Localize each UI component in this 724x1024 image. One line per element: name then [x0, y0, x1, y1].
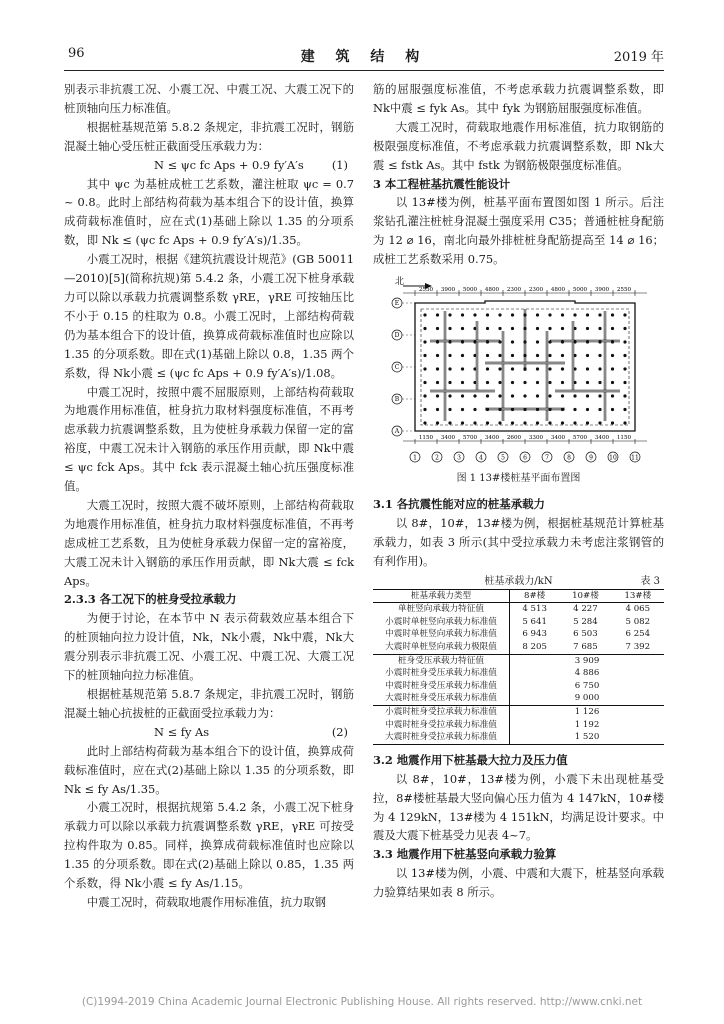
pile: [611, 354, 614, 357]
pile: [536, 367, 539, 370]
pile: [523, 327, 526, 330]
pile: [423, 394, 426, 397]
pile: [436, 381, 439, 384]
pile: [536, 421, 539, 424]
pile: [486, 367, 489, 370]
pile: [473, 408, 476, 411]
dimension-label: 5000: [462, 287, 478, 294]
section-heading-3: 3 本工程桩基抗震性能设计: [373, 176, 511, 191]
pile: [511, 408, 514, 411]
pile: [423, 354, 426, 357]
pile: [548, 340, 551, 343]
pile: [573, 327, 576, 330]
pile: [436, 327, 439, 330]
table-row-label: 小震时单桩竖向承载力标准值: [373, 616, 510, 629]
pile: [586, 421, 589, 424]
pile: [448, 340, 451, 343]
pile-layout-figure: [385, 271, 655, 471]
pile: [498, 327, 501, 330]
table-row-label: 中震时桩身受拉承载力标准值: [373, 719, 510, 732]
header-rule: [64, 70, 664, 71]
pile: [586, 354, 589, 357]
pile: [498, 421, 501, 424]
pile: [611, 421, 614, 424]
publication-year: 2019 年: [613, 50, 664, 65]
pile: [561, 381, 564, 384]
pile: [623, 381, 626, 384]
pile: [523, 340, 526, 343]
pile: [511, 354, 514, 357]
pile: [511, 327, 514, 330]
table-cell: 1 520: [574, 732, 600, 743]
table-row: [373, 641, 664, 654]
table-cell: 4 065: [625, 604, 651, 615]
paragraph: 其中 ψc 为基桩成桩工艺系数，灌注桩取 ψc = 0.7 ~ 0.8。此时上部结构荷载为基本组合下的设计值，换算成荷载标准值时，应在式(1)基础上除以 1.35 的分项系数，即 Nk ≤ (ψc fc Aps + 0.9 fy′A′s)/1.35。: [64, 176, 354, 248]
pile: [498, 381, 501, 384]
pile: [523, 394, 526, 397]
pile: [436, 354, 439, 357]
pile: [586, 340, 589, 343]
table-row-label: 大震时桩身受拉承载力标准值: [373, 731, 510, 744]
dimension-label: 2550: [418, 287, 434, 294]
pile: [498, 408, 501, 411]
pile: [461, 421, 464, 424]
pile: [498, 367, 501, 370]
pile: [448, 394, 451, 397]
pile: [598, 408, 601, 411]
paragraph: 以 13#楼为例，小震、中震和大震下，桩基竖向承载力验算结果如表 8 所示。: [373, 866, 664, 900]
table-cell: 8 205: [522, 642, 547, 653]
axis-label: 3: [457, 454, 461, 462]
pile: [461, 367, 464, 370]
pile: [498, 340, 501, 343]
pile: [511, 313, 514, 316]
pile: [573, 381, 576, 384]
pile: [548, 313, 551, 316]
pile: [586, 408, 589, 411]
pile: [598, 313, 601, 316]
pile-capacity-table: [373, 589, 664, 745]
paragraph: 大震工况时，按照大震不破坏原则，上部结构荷载取为地震作用标准值，桩身抗力取材料强度标准值，不再考虑成桩工艺系数，且为使桩身承载力保留一定的富裕度，大震工况未计入钢筋的承压作用贡献，即 Nk大震 ≤ fck Aps。: [64, 497, 354, 588]
pile: [598, 354, 601, 357]
pile: [523, 408, 526, 411]
axis-label: 10: [609, 454, 617, 462]
table-row: [373, 731, 664, 744]
table-row: [373, 628, 664, 641]
pile: [511, 340, 514, 343]
axis-label: A: [394, 428, 400, 436]
pile: [573, 408, 576, 411]
paragraph: 大震工况时，荷载取地震作用标准值，抗力取钢筋的极限强度标准值，不考虑承载力抗震调整系数，即 Nk大震 ≤ fstk As。其中 fstk 为钢筋极限强度标准值。: [373, 119, 664, 172]
pile: [573, 367, 576, 370]
pile: [623, 421, 626, 424]
equation-body: N ≤ fy As: [154, 724, 210, 739]
table-cell: 3 909: [510, 654, 665, 667]
pile: [598, 327, 601, 330]
pile: [436, 394, 439, 397]
pile: [448, 327, 451, 330]
table-row-label: 小震时桩身受拉承载力标准值: [373, 706, 510, 719]
table-row-label: 中震时单桩竖向承载力标准值: [373, 628, 510, 641]
pile: [486, 313, 489, 316]
pile: [561, 421, 564, 424]
table-row-label: 大震时桩身受压承载力标准值: [373, 692, 510, 705]
pile: [623, 394, 626, 397]
pile: [423, 381, 426, 384]
pile: [473, 381, 476, 384]
dimension-label: 2300: [528, 287, 544, 294]
table-row-label: 大震时单桩竖向承载力极限值: [373, 641, 510, 654]
table-row-label: 桩身受压承载力特征值: [373, 654, 510, 667]
table-title: 桩基承载力/kN: [484, 575, 553, 587]
pile: [536, 381, 539, 384]
section-heading-3-1: 3.1 各抗震性能对应的桩基承载力: [373, 497, 545, 512]
table-row: [373, 616, 664, 629]
paragraph: 根据桩基规范第 5.8.2 条规定，非抗震工况时，钢筋混凝土轴心受压桩正截面受压承载力为：: [64, 119, 354, 153]
pile: [461, 327, 464, 330]
pile: [573, 394, 576, 397]
pile: [448, 367, 451, 370]
pile: [561, 354, 564, 357]
pile: [436, 421, 439, 424]
pile: [486, 340, 489, 343]
pile: [523, 421, 526, 424]
paragraph: 筋的屈服强度标准值，不考虑承载力抗震调整系数，即 Nk中震 ≤ fyk As。其中 fyk 为钢筋屈服强度标准值。: [373, 82, 664, 115]
pile: [623, 408, 626, 411]
pile: [486, 394, 489, 397]
table-cell: 7 392: [625, 642, 651, 653]
dimension-label: 3400: [594, 435, 610, 442]
paragraph: 以 8#，10#，13#楼为例，根据桩基规范计算桩基承载力，如表 3 所示(其中受拉承载力未考虑注浆钢管的有利作用)。: [373, 515, 664, 568]
pile: [598, 381, 601, 384]
axis-label: 7: [545, 454, 549, 462]
table-cell: 1 126: [510, 706, 665, 719]
dimension-label: 3900: [594, 287, 610, 294]
axis-label: B: [394, 396, 400, 404]
pile: [523, 381, 526, 384]
pile: [436, 367, 439, 370]
axis-label: C: [394, 364, 400, 372]
dimension-label: 5700: [572, 435, 588, 442]
axis-label: E: [394, 300, 400, 308]
pile: [523, 367, 526, 370]
copyright-footer: (C)1994-2019 China Academic Journal Electronic Publishing House. All rights reserved. http://www.cnki.net: [81, 996, 643, 1008]
equation-number: (2): [331, 724, 348, 739]
paragraph: 别表示非抗震工况、小震工况、中震工况、大震工况下的桩顶轴向压力标准值。: [64, 82, 354, 115]
pile: [473, 327, 476, 330]
pile: [486, 408, 489, 411]
pile: [586, 313, 589, 316]
pile: [623, 367, 626, 370]
pile: [611, 313, 614, 316]
paragraph: 小震工况时，根据抗规第 5.4.2 条，小震工况下桩身承载力可以除以承载力抗震调整系数 γRE，γRE 可按受拉构件取为 0.85。同样，换算成荷载标准值时也应除以 1.35 的分项系数。即在式(2)基础上除以 0.85，1.35 两个系数，得 Nk小震 ≤ fy As/1.15。: [64, 800, 354, 891]
pile: [436, 408, 439, 411]
pile: [423, 367, 426, 370]
pile: [486, 354, 489, 357]
table-row: [373, 603, 664, 616]
pile: [448, 313, 451, 316]
axis-label: 9: [589, 454, 593, 462]
pile: [461, 313, 464, 316]
axis-label: 6: [523, 454, 527, 462]
table-row-label: 单桩竖向承载力特征值: [373, 603, 510, 616]
table-row-label: 小震时桩身受压承载力标准值: [373, 667, 510, 680]
left-column: [64, 80, 354, 912]
pile: [561, 313, 564, 316]
pile: [536, 340, 539, 343]
pile: [598, 421, 601, 424]
table-row: [373, 680, 664, 693]
table-row: [373, 692, 664, 705]
pile: [461, 394, 464, 397]
table-cell: 6 503: [573, 629, 598, 640]
table-header-cell: 13#楼: [612, 589, 664, 603]
pile: [548, 367, 551, 370]
axis-label: 2: [435, 454, 439, 462]
dimension-label: 3900: [440, 287, 456, 294]
pile: [448, 408, 451, 411]
pile-layout-plan: [385, 271, 655, 471]
pile: [498, 394, 501, 397]
north-label: 北: [395, 277, 405, 288]
dimension-label: 2600: [506, 435, 522, 442]
figure-caption: 图 1 13#楼桩基平面布置图: [456, 473, 581, 485]
pile: [448, 381, 451, 384]
pile: [548, 394, 551, 397]
table-cell: 5 284: [573, 616, 598, 627]
table-header-cell: 8#楼: [510, 589, 560, 603]
table-cell: 5 641: [522, 616, 547, 627]
table-header-cell: 10#楼: [559, 589, 611, 603]
table-number: 表 3: [640, 575, 660, 587]
pile: [561, 394, 564, 397]
pile: [486, 421, 489, 424]
equation-body: N ≤ ψc fc Aps + 0.9 fy′A′s: [154, 157, 304, 172]
axis-label: 5: [501, 454, 505, 462]
dimension-label: 3300: [528, 435, 544, 442]
table-cell: 4 227: [573, 604, 598, 615]
equation-number: (1): [331, 157, 348, 172]
dimension-label: 4800: [484, 287, 500, 294]
table-cell: 1 192: [574, 719, 600, 730]
table-title-row: [373, 573, 664, 589]
pile: [448, 354, 451, 357]
pile: [423, 327, 426, 330]
pile: [586, 381, 589, 384]
axis-label: 1: [413, 454, 417, 462]
table-row: [373, 654, 664, 667]
equation-2: [64, 723, 354, 742]
pile: [511, 381, 514, 384]
table-row: [373, 719, 664, 732]
table-cell: 6 750: [574, 680, 600, 691]
pile: [573, 340, 576, 343]
pile: [561, 367, 564, 370]
pile: [461, 354, 464, 357]
pile: [536, 327, 539, 330]
pile: [461, 381, 464, 384]
pile: [548, 327, 551, 330]
pile: [523, 313, 526, 316]
pile: [573, 421, 576, 424]
dimension-label: 2300: [506, 287, 522, 294]
pile: [436, 340, 439, 343]
dimension-label: 3400: [550, 435, 566, 442]
pile: [511, 421, 514, 424]
paragraph: 中震工况时，按照中震不屈服原则，上部结构荷载取为地震作用标准值，桩身抗力取材料强度标准值，不再考虑承载力抗震调整系数，且为使桩身承载力保留一定的富裕度，中震工况未计入钢筋的承压作用贡献，即 Nk中震 ≤ ψc fck Aps。其中 fck 表示混凝土轴心抗压强度标准值。: [64, 384, 354, 494]
pile: [536, 408, 539, 411]
pile: [548, 381, 551, 384]
pile: [623, 354, 626, 357]
pile: [611, 408, 614, 411]
table-row: [373, 667, 664, 680]
table-cell: 7 685: [573, 642, 598, 653]
pile: [586, 327, 589, 330]
table-cell: 6 254: [625, 629, 651, 640]
pile: [536, 354, 539, 357]
pile: [611, 340, 614, 343]
page-number: 96: [68, 46, 85, 61]
pile: [623, 327, 626, 330]
dimension-label: 3400: [484, 435, 500, 442]
pile: [486, 381, 489, 384]
pile: [473, 421, 476, 424]
dimension-label: 5000: [572, 287, 588, 294]
pile: [423, 421, 426, 424]
pile: [423, 340, 426, 343]
pile: [436, 313, 439, 316]
table-header-cell: 桩基承载力类型: [373, 589, 510, 603]
pile: [511, 367, 514, 370]
pile: [598, 394, 601, 397]
table-cell: 9 000: [574, 693, 600, 704]
pile: [473, 394, 476, 397]
paragraph: 根据桩基规范第 5.8.7 条规定，非抗震工况时，钢筋混凝土轴心抗拔桩的正截面受拉承载力为：: [64, 687, 354, 720]
pile: [573, 313, 576, 316]
equation-1: [64, 156, 354, 175]
pile: [498, 313, 501, 316]
page-header: [64, 46, 664, 66]
pile: [473, 367, 476, 370]
journal-title: 建 筑 结 构: [300, 49, 428, 65]
table-row: [373, 706, 664, 719]
section-heading-3-2: 3.2 地震作用下桩基最大拉力及压力值: [373, 752, 568, 767]
pile: [473, 354, 476, 357]
table-cell: 4 513: [522, 604, 547, 615]
table-cell: 6 943: [522, 629, 547, 640]
axis-label: 11: [631, 454, 639, 462]
dimension-label: 1150: [418, 435, 434, 442]
pile: [461, 340, 464, 343]
axis-label: D: [394, 332, 400, 340]
dimension-label: 3400: [440, 435, 456, 442]
paragraph: 此时上部结构荷载为基本组合下的设计值，换算成荷载标准值时，应在式(2)基础上除以 1.35 的分项系数，即 Nk ≤ fy As/1.35。: [64, 743, 354, 796]
pile: [523, 354, 526, 357]
pile: [561, 327, 564, 330]
paragraph: 中震工况时，荷载取地震作用标准值，抗力取钢: [86, 894, 327, 909]
pile: [598, 367, 601, 370]
paragraph: 以 13#楼为例，桩基平面布置图如图 1 所示。后注浆钻孔灌注桩桩身混凝土强度采用 C35；普通桩桩身配筋为 12 ⌀ 16，南北向最外排桩桩身配筋提高至 14 ⌀ 16；成桩工艺系数采用 0.75。: [373, 195, 664, 267]
axis-label: 4: [479, 454, 483, 462]
pile: [498, 354, 501, 357]
table-row-label: 中震时桩身受压承载力标准值: [373, 680, 510, 693]
table-cell: 5 082: [625, 616, 651, 627]
pile: [423, 313, 426, 316]
pile: [623, 340, 626, 343]
dimension-label: 1150: [616, 435, 632, 442]
section-heading-3-3: 3.3 地震作用下桩基竖向承载力验算: [373, 847, 557, 862]
pile: [473, 340, 476, 343]
pile: [561, 340, 564, 343]
table-cell: 4 886: [574, 668, 600, 679]
pile: [598, 340, 601, 343]
pile: [586, 394, 589, 397]
pile: [611, 394, 614, 397]
paragraph: 为便于讨论，在本节中 N 表示荷载效应基本组合下的桩顶轴向拉力设计值，Nk，Nk小震，Nk中震，Nk大震分别表示非抗震工况、小震工况、中震工况、大震工况下的桩顶轴向拉力标准值。: [64, 611, 354, 683]
section-heading-2-3-3: 2.3.3 各工况下的桩身受拉承载力: [64, 592, 237, 607]
pile: [548, 421, 551, 424]
pile: [473, 313, 476, 316]
pile: [461, 408, 464, 411]
dimension-label: 5700: [462, 435, 478, 442]
pile: [611, 367, 614, 370]
pile: [486, 327, 489, 330]
pile: [611, 327, 614, 330]
pile: [611, 381, 614, 384]
pile: [511, 394, 514, 397]
pile: [586, 367, 589, 370]
pile: [448, 421, 451, 424]
paragraph: 小震工况时，根据《建筑抗震设计规范》(GB 50011—2010)[5](简称抗规)第 5.4.2 条，小震工况下桩身承载力可以除以承载力抗震调整系数 γRE，γRE 可按轴压比不小于 0.15 的柱取为 0.8。小震工况时，上部结构荷载仍为基本组合下的设计值，换算成荷载标准值时也应除以 1.35 的分项系数。即在式(1)基础上除以 0.8，1.35 两个系数，得 Nk小震 ≤ (ψc fc Aps + 0.9 fy′A′s)/1.08。: [64, 252, 354, 380]
right-column: [373, 80, 664, 902]
pile: [561, 408, 564, 411]
axis-label: 8: [567, 454, 571, 462]
pile: [423, 408, 426, 411]
dimension-label: 2550: [616, 287, 632, 294]
pile: [573, 354, 576, 357]
pile: [536, 394, 539, 397]
dimension-label: 4800: [550, 287, 566, 294]
pile: [548, 408, 551, 411]
pile: [623, 313, 626, 316]
pile: [548, 354, 551, 357]
pile: [536, 313, 539, 316]
paragraph: 以 8#，10#，13#楼为例，小震下未出现桩基受拉，8#楼桩基最大竖向偏心压力值为 4 147kN，10#楼为 4 129kN，13#楼为 4 151kN，均满足设计要求。中震及大震下桩基受力见表 4~7。: [373, 771, 664, 843]
